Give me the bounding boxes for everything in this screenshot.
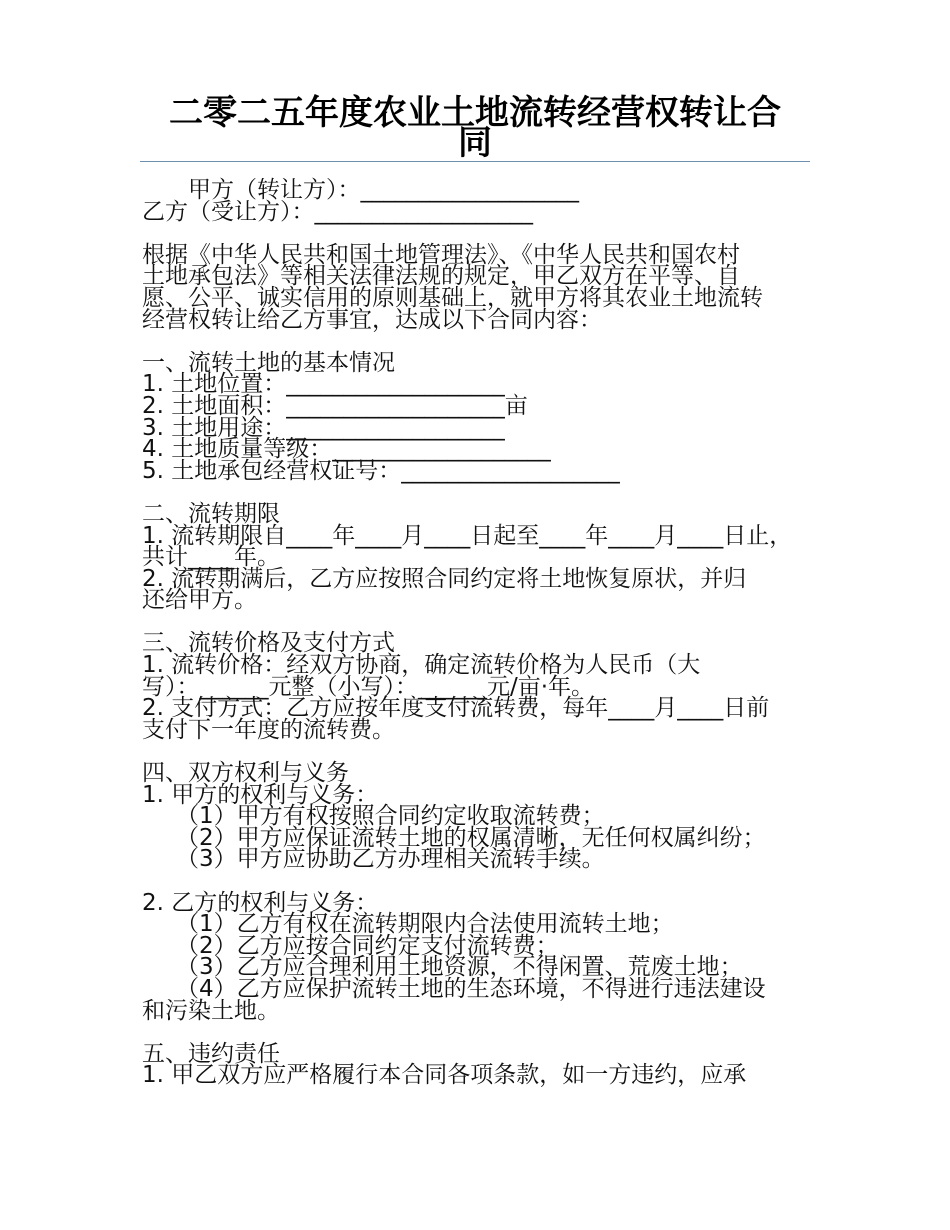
section-1-item: 5. 土地承包经营权证号：___________________ [142,457,620,484]
section-4-heading: 四、双方权利与义务 [142,760,349,787]
intro-line: 土地承包法》等相关法律法规的规定，甲乙双方在平等、自 [142,263,740,290]
section-1-item: 3. 土地用途：___________________ [142,414,505,441]
title-line-1: 二零二五年度农业土地流转经营权转让合 [169,93,781,133]
party-a-duties-heading: 1. 甲方的权利与义务： [142,781,379,808]
document-title [140,93,810,163]
section-2-item: 2. 流转期满后，乙方应按照合同约定将土地恢复原状，并归 [142,565,747,592]
party-a-line: 甲方（转让方）：___________________ [188,177,579,203]
section-3-item: 支付下一年度的流转费。 [142,716,395,743]
section-1-item: 4. 土地质量等级：___________________ [142,436,551,463]
section-3-item: 2. 支付方式：乙方应按年度支付流转费，每年____月____日前 [142,695,770,722]
party-b-duty-item: （3）乙方应合理利用土地资源，不得闲置、荒废土地； [176,954,743,981]
section-3-item: 写）：______元整（小写）：______元/亩·年。 [142,673,595,700]
section-2-item: 还给甲方。 [142,587,257,614]
party-b-duty-item: （4）乙方应保护流转土地的生态环境，不得进行违法建设 [176,975,766,1002]
section-5-heading: 五、违约责任 [142,1040,280,1067]
section-1-item: 1. 土地位置：___________________ [142,371,505,398]
section-2-item: 1. 流转期限自____年____月____日起至____年____月____日止， [142,522,793,549]
party-a-duty-item: （1）甲方有权按照合同约定收取流转费； [176,803,605,830]
intro-line: 愿、公平、诚实信用的原则基础上，就甲方将其农业土地流转 [142,284,763,311]
party-a-duty-item: （2）甲方应保证流转土地的权属清晰，无任何权属纠纷； [176,824,766,851]
intro-line: 根据《中华人民共和国土地管理法》、《中华人民共和国农村 [142,241,740,268]
section-5-item: 1. 甲乙双方应严格履行本合同各项条款，如一方违约，应承 [142,1062,747,1089]
party-a-duty-item: （3）甲方应协助乙方办理相关流转手续。 [176,846,605,873]
section-3-heading: 三、流转价格及支付方式 [142,630,395,657]
intro-line: 经营权转让给乙方事宜，达成以下合同内容： [142,306,602,333]
section-2-heading: 二、流转期限 [142,500,280,527]
title-line-2: 同 [458,123,492,163]
section-1-heading: 一、流转土地的基本情况 [142,349,395,376]
party-b-line: 乙方（受让方）：___________________ [142,198,533,225]
section-2-item: 共计____年。 [142,544,280,571]
section-3-item: 1. 流转价格：经双方协商，确定流转价格为人民币（大 [142,652,701,679]
contract-body [142,177,812,1089]
section-1-item: 2. 土地面积：___________________亩 [142,392,528,419]
title-divider [140,161,810,162]
party-b-duty-item: （1）乙方有权在流转期限内合法使用流转土地； [176,911,674,938]
party-b-duty-item: （2）乙方应按合同约定支付流转费； [176,932,559,959]
party-b-duties-heading: 2. 乙方的权利与义务： [142,889,379,916]
party-b-duty-continuation: 和污染土地。 [142,997,280,1024]
